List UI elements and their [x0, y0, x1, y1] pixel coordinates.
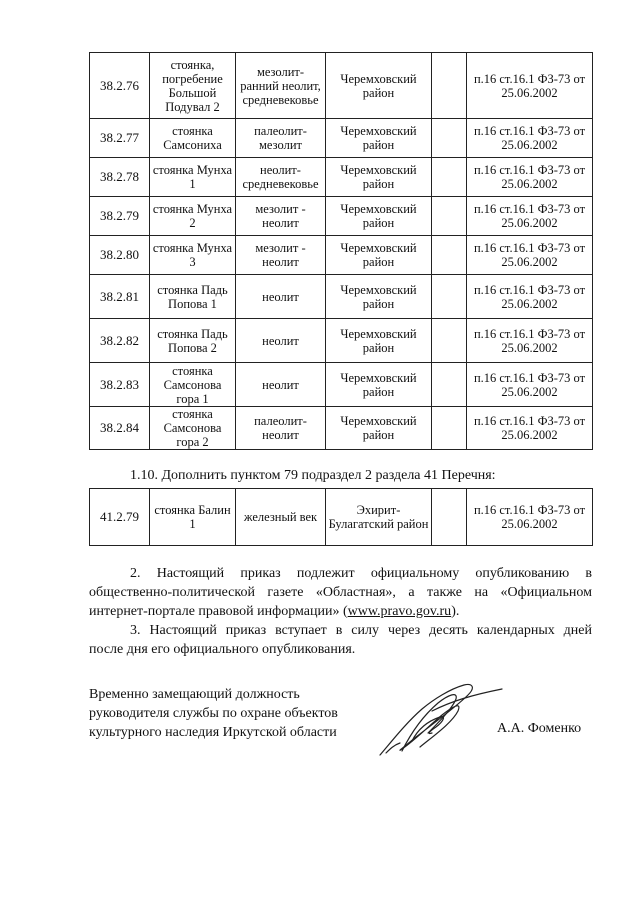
- cell-empty: [432, 197, 467, 236]
- signatory-position-line-1: Временно замещающий должность: [89, 687, 300, 702]
- table-row: [90, 158, 593, 197]
- table-row: [90, 489, 593, 546]
- cell-empty: [432, 489, 467, 546]
- cell-number: 38.2.78: [90, 158, 150, 197]
- cell-law: п.16 ст.16.1 ФЗ-73 от 25.06.2002: [467, 197, 593, 236]
- paragraph-2-line-2: общественно-политической газете «Областная», а также на «Официальном: [89, 585, 592, 600]
- cell-number: 38.2.84: [90, 407, 150, 450]
- cell-period: мезолит - неолит: [236, 236, 326, 275]
- paragraph-3-line-1: 3. Настоящий приказ вступает в силу через десять календарных дней: [130, 623, 592, 638]
- cell-empty: [432, 363, 467, 407]
- clause-1-10: 1.10. Дополнить пунктом 79 подраздел 2 раздела 41 Перечня:: [130, 468, 496, 483]
- cell-number: 38.2.81: [90, 275, 150, 319]
- cell-period: неолит-средневековье: [236, 158, 326, 197]
- signatory-position-line-2: руководителя службы по охране объектов: [89, 706, 338, 721]
- table-row: [90, 119, 593, 158]
- cell-name: стоянка Самсониха: [150, 119, 236, 158]
- cell-number: 38.2.76: [90, 53, 150, 119]
- cell-period: мезолит-ранний неолит, средневековье: [236, 53, 326, 119]
- cell-empty: [432, 319, 467, 363]
- cell-period: палеолит-неолит: [236, 407, 326, 450]
- cell-name: стоянка, погребение Большой Подувал 2: [150, 53, 236, 119]
- cell-period: железный век: [236, 489, 326, 546]
- cell-empty: [432, 53, 467, 119]
- paragraph-3-line-2: после дня его официального опубликования.: [89, 642, 356, 657]
- cell-number: 38.2.80: [90, 236, 150, 275]
- cell-district: Черемховский район: [326, 53, 432, 119]
- table-row: [90, 53, 593, 119]
- table-row: [90, 275, 593, 319]
- cell-law: п.16 ст.16.1 ФЗ-73 от 25.06.2002: [467, 119, 593, 158]
- cell-number: 38.2.82: [90, 319, 150, 363]
- cell-law: п.16 ст.16.1 ФЗ-73 от 25.06.2002: [467, 53, 593, 119]
- signatory-position-line-3: культурного наследия Иркутской области: [89, 725, 337, 740]
- cell-number: 41.2.79: [90, 489, 150, 546]
- cell-name: стоянка Мунха 1: [150, 158, 236, 197]
- cell-empty: [432, 119, 467, 158]
- added-site-table: [89, 488, 593, 546]
- cell-name: стоянка Самсонова гора 1: [150, 363, 236, 407]
- paragraph-2-line-3-end: ).: [451, 604, 460, 619]
- cell-district: Черемховский район: [326, 407, 432, 450]
- cell-empty: [432, 158, 467, 197]
- handwritten-signature: [372, 671, 512, 761]
- cell-name: стоянка Балин 1: [150, 489, 236, 546]
- cell-period: мезолит - неолит: [236, 197, 326, 236]
- cell-district: Черемховский район: [326, 158, 432, 197]
- cell-empty: [432, 275, 467, 319]
- cell-period: неолит: [236, 319, 326, 363]
- cell-district: Черемховский район: [326, 319, 432, 363]
- table-row: [90, 197, 593, 236]
- cell-district: Эхирит-Булагатский район: [326, 489, 432, 546]
- cell-law: п.16 ст.16.1 ФЗ-73 от 25.06.2002: [467, 275, 593, 319]
- table-row: [90, 236, 593, 275]
- cell-law: п.16 ст.16.1 ФЗ-73 от 25.06.2002: [467, 489, 593, 546]
- paragraph-2-line-3-text: интернет-портале правовой информации» (: [89, 604, 348, 619]
- signatory-position: [89, 685, 338, 742]
- cell-law: п.16 ст.16.1 ФЗ-73 от 25.06.2002: [467, 407, 593, 450]
- table-row: [90, 319, 593, 363]
- signatory-name: А.А. Фоменко: [497, 721, 582, 736]
- cell-period: неолит: [236, 363, 326, 407]
- cell-period: неолит: [236, 275, 326, 319]
- cell-law: п.16 ст.16.1 ФЗ-73 от 25.06.2002: [467, 319, 593, 363]
- cell-district: Черемховский район: [326, 236, 432, 275]
- pravo-link[interactable]: www.pravo.gov.ru: [347, 604, 452, 619]
- cell-number: 38.2.83: [90, 363, 150, 407]
- cell-name: стоянка Мунха 2: [150, 197, 236, 236]
- cell-law: п.16 ст.16.1 ФЗ-73 от 25.06.2002: [467, 236, 593, 275]
- cell-empty: [432, 236, 467, 275]
- cell-name: стоянка Мунха 3: [150, 236, 236, 275]
- cell-law: п.16 ст.16.1 ФЗ-73 от 25.06.2002: [467, 158, 593, 197]
- paragraph-2-line-3: [89, 603, 459, 621]
- cell-number: 38.2.77: [90, 119, 150, 158]
- cell-district: Черемховский район: [326, 197, 432, 236]
- table-row: [90, 363, 593, 407]
- cell-number: 38.2.79: [90, 197, 150, 236]
- cell-period: палеолит-мезолит: [236, 119, 326, 158]
- heritage-sites-table: [89, 52, 593, 450]
- cell-district: Черемховский район: [326, 275, 432, 319]
- cell-empty: [432, 407, 467, 450]
- cell-district: Черемховский район: [326, 119, 432, 158]
- cell-law: п.16 ст.16.1 ФЗ-73 от 25.06.2002: [467, 363, 593, 407]
- cell-name: стоянка Падь Попова 1: [150, 275, 236, 319]
- table-row: [90, 407, 593, 450]
- cell-district: Черемховский район: [326, 363, 432, 407]
- cell-name: стоянка Падь Попова 2: [150, 319, 236, 363]
- cell-name: стоянка Самсонова гора 2: [150, 407, 236, 450]
- paragraph-2-line-1: 2. Настоящий приказ подлежит официальному опубликованию в: [130, 566, 592, 581]
